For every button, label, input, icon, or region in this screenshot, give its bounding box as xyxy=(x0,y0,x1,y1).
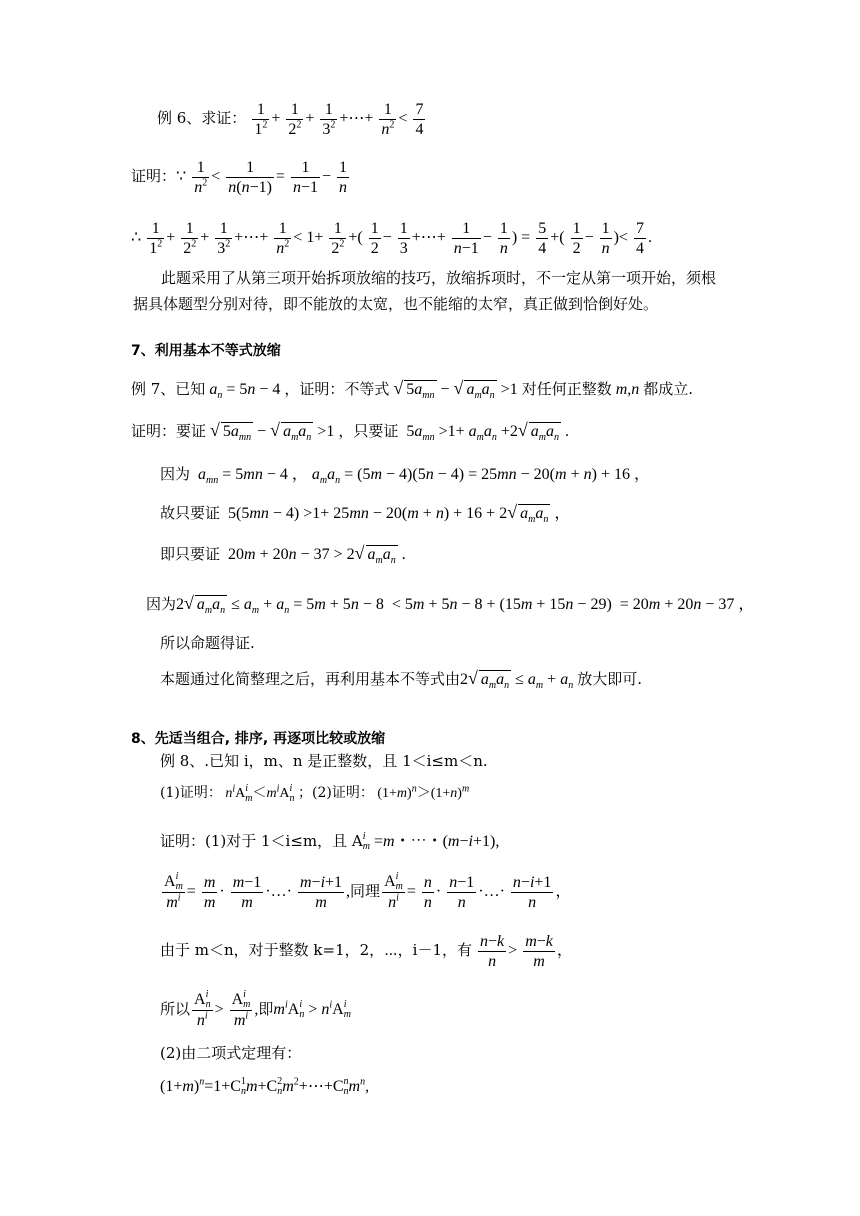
fraction: $\frac{7}{4}$ xyxy=(415,101,424,138)
fraction: $\frac{1}{n^2}$ xyxy=(276,220,290,257)
example-8-statement: 例 8、.已知 i，m、n 是正整数，且 1＜i≤m＜n. xyxy=(160,752,488,770)
example-8-parts: (1)证明： $n^iA$ i m $<m^iA$ i n ；(2)证明： $(1+m)^n>(1+n)^m$ xyxy=(160,782,470,804)
fraction: A i m $n^i$ xyxy=(384,871,403,912)
fraction: $\frac{1}{n}$ xyxy=(499,220,508,257)
fraction: $\frac{1}{n^2}$ xyxy=(194,159,208,196)
example-6-proof-step1: 证明：∵ $\frac{1}{n^2}$ < $\frac{1}{n(n-1)}$ = $\frac{1}{n-1}$ − $\frac{1}{n}$ xyxy=(131,159,348,196)
section-8-heading: 8、先适当组合, 排序, 再逐项比较或放缩 xyxy=(131,731,386,747)
so-label: 所以 xyxy=(160,999,191,1018)
proof-label: 证明：要证 xyxy=(131,422,207,440)
example-7-proof-3: 故只要证 5(5mn − 4) >1+ 25mn − 20(m + n) + 16 + 2√ $a_ma_n$ ， xyxy=(160,502,571,526)
fraction: $\frac{m-1}{m}$ xyxy=(232,873,262,911)
example-7-mid: ，证明：不等式 xyxy=(284,380,390,398)
so-only-label: 故只要证 xyxy=(160,504,221,522)
fraction: $\frac{1}{1^2}$ xyxy=(254,101,268,138)
fraction: $\frac{m-k}{m}$ xyxy=(525,933,553,970)
example-8-part2-proof: (2)由二项式定理有： xyxy=(160,1044,302,1062)
fraction: $\frac{1}{1^2}$ xyxy=(149,220,163,257)
fraction: $\frac{n-i+1}{n}$ xyxy=(512,873,552,911)
example-8-proof-2: A i m $m^i$ = $\frac{m}{m}$ · $\frac{m-1}{m}$ ·…· $\frac{m-i+1}{m}$ ,同理 A i m $n^i$ = $\frac{n}{n}$ · $\frac{n-1}{n}$ ·…· $\frac{n-i+1}{n}$ ， xyxy=(164,871,572,912)
section-7-heading: 7、利用基本不等式放缩 xyxy=(131,343,281,359)
example-6-proof-step2: ∴ $\frac{1}{1^2}$ + $\frac{1}{2^2}$ + $\frac{1}{3^2}$ +⋯+ $\frac{1}{n^2}$ < 1+ $\frac{1}{2^2}$ +( $\frac{1}{2}$ − $\frac{1}{3}$ +⋯+ $\frac{1}{n-1}$ − $\frac{1}{n}$ ) = $\frac{5}{4}$ +( $\frac{1}{2}$ − $\frac{1}{n}$ )< $\frac{7}{4}$ . xyxy=(131,220,652,257)
example-7-proof-2: 因为 $a_{mn} = 5mn - 4$ ， $a_ma_n = (5m - 4)(5n - 4) = 25mn - 20(m + n) + 16$ ， xyxy=(160,465,650,487)
example-7-proof-5: 因为2√ $a_ma_n \le a_m + a_n = 5m + 5n - 8 < 5m + 5n - 8 + (15m + 15n - 29) = 20m + 20n - 37$ ， xyxy=(146,593,755,617)
example-7-proof-1: 证明：要证 √ $5a_{mn}$ − √ $a_ma_n >1$ ，只要证 $5a_{mn} >1+ a_ma_n +2√$ $a_ma_n$ . xyxy=(131,420,570,444)
example-6-label: 例 6、求证： xyxy=(157,109,247,128)
fraction: $\frac{m-i+1}{m}$ xyxy=(299,873,343,911)
fraction: $\frac{1}{n}$ xyxy=(339,159,348,196)
fraction: $\frac{1}{2^2}$ xyxy=(331,220,345,257)
proof-mid: ，只要证 xyxy=(338,422,399,440)
part2-label: ；(2)证明： xyxy=(298,785,374,801)
fraction: A i m $m^i$ xyxy=(164,871,183,912)
fraction: $\frac{7}{4}$ xyxy=(635,220,644,257)
example-6-note: 此题采用了从第三项开始拆项放缩的技巧，放缩拆项时，不一定从第一项开始，须根据具体题型分别对待，即不能放的太宽，也不能缩的太窄，真正做到恰倒好处。 xyxy=(133,269,717,313)
example-7-tail: 都成立. xyxy=(643,380,694,398)
proof-label: 证明： xyxy=(131,167,177,186)
example-8-proof-3: 由于 m＜n，对于整数 k=1，2，⋯，i－1，有 $\frac{n-k}{n}$ > $\frac{m-k}{m}$ ， xyxy=(160,933,573,970)
note-end: 放大即可. xyxy=(577,670,642,688)
fraction: A i n $n^i$ xyxy=(194,989,211,1030)
fraction: $\frac{n}{n}$ xyxy=(423,873,432,911)
binomial-expansion: $(1+m)^n=1+C$ 1 n m+C 2 n $m^2+\cdots+C$ n n $m^n$, xyxy=(160,1076,370,1098)
fraction: $\frac{1}{n}$ xyxy=(601,220,610,257)
fraction: $\frac{n-1}{n}$ xyxy=(449,873,475,911)
example-8-proof-4: 所以 A i n $n^i$ > A i m $m^i$ ,即$m^iA$ i n > $n^iA$ i m xyxy=(160,989,351,1030)
proof1-label: 证明：(1)对于 1＜i≤m，且 A xyxy=(160,832,363,850)
example-7-conclusion: 所以命题得证. xyxy=(160,634,255,652)
fraction: $\frac{1}{3^2}$ xyxy=(217,220,231,257)
fraction: $\frac{1}{2}$ xyxy=(572,220,581,257)
example-7-statement: 例 7、已知 $a_n = 5n - 4$ ，证明：不等式 √ $5a_{mn}$ − √ $a_ma_n >1$ 对任何正整数 m,n 都成立. xyxy=(131,378,694,402)
since-label: 由于 m＜n，对于整数 k=1，2，⋯，i－1，有 xyxy=(160,941,473,960)
fraction: $\frac{1}{2^2}$ xyxy=(183,220,197,257)
fraction: $\frac{1}{2^2}$ xyxy=(288,101,302,138)
fraction: $\frac{1}{2}$ xyxy=(370,220,379,257)
fraction: $\frac{1}{3}$ xyxy=(399,220,408,257)
example-6-statement: 例 6、求证： $\frac{1}{1^2}$ + $\frac{1}{2^2}$ + $\frac{1}{3^2}$ +⋯+ $\frac{1}{n^2}$ < $\frac{7}{4}$ xyxy=(157,101,424,138)
fraction: $\frac{5}{4}$ xyxy=(538,220,547,257)
because-label: 因为 xyxy=(160,465,191,483)
example-7-label: 例 7、已知 xyxy=(131,380,206,398)
example-7-proof-4: 即只要证 20m + 20n − 37 > 2√ $a_ma_n$ . xyxy=(160,543,406,567)
namely-label: 即只要证 xyxy=(160,545,221,563)
tongli-label: 同理 xyxy=(350,881,381,900)
example-7-end: 对任何正整数 xyxy=(521,380,612,398)
ji-label: 即 xyxy=(258,999,274,1018)
part1-label: (1)证明： xyxy=(160,785,222,801)
fraction: $\frac{m}{m}$ xyxy=(203,873,216,911)
because2-label: 因为 xyxy=(146,595,177,613)
fraction: A i m $m^i$ xyxy=(231,989,251,1030)
example-8-proof-1: 证明：(1)对于 1＜i≤m，且 A i m =m・⋯・(m−i+1), xyxy=(160,831,500,853)
fraction: $\frac{n-k}{n}$ xyxy=(480,933,505,970)
fraction: $\frac{1}{n-1}$ xyxy=(453,220,479,257)
fraction: $\frac{1}{n-1}$ xyxy=(292,159,318,196)
example-7-note: 本题通过化简整理之后，再利用基本不等式由2√ $a_ma_n \le a_m + a_n$ 放大即可. xyxy=(160,668,642,692)
fraction: $\frac{1}{n(n-1)}$ xyxy=(228,159,272,196)
fraction: $\frac{1}{3^2}$ xyxy=(322,101,336,138)
note-start: 本题通过化简整理之后，再利用基本不等式由 xyxy=(160,670,461,688)
fraction: $\frac{1}{n^2}$ xyxy=(381,101,395,138)
